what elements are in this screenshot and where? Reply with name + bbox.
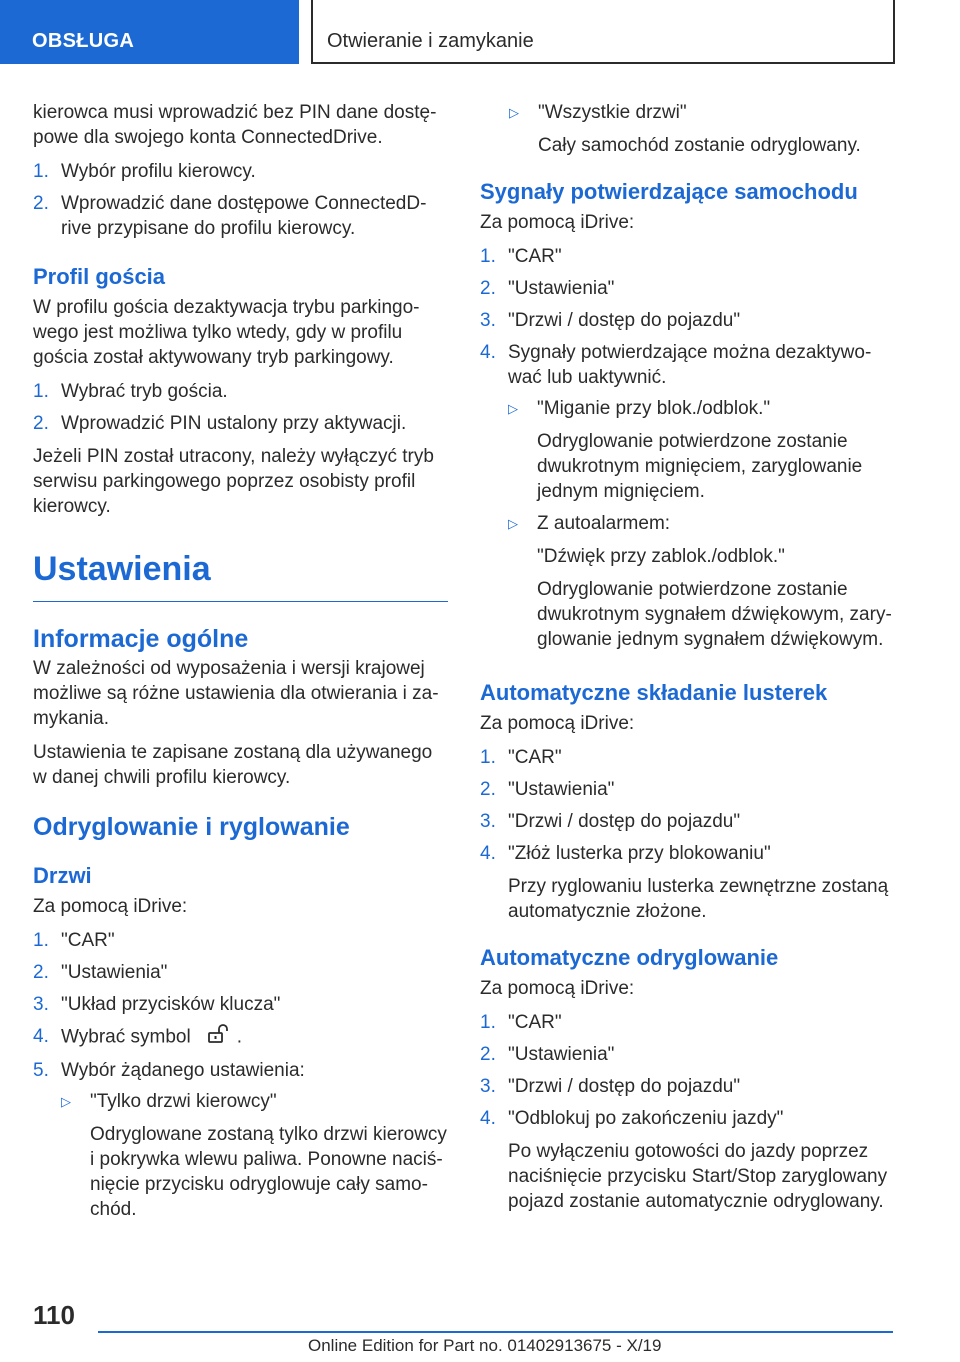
sub-list <box>61 1089 448 1222</box>
list-number: 2. <box>480 278 496 299</box>
guest-profile-heading: Profil gościa <box>33 264 166 289</box>
list-text: "CAR" <box>508 1012 562 1033</box>
list-text: Wybór profilu kierowcy. <box>61 161 256 182</box>
list-text: "Drzwi / dostęp do pojazdu" <box>508 310 741 331</box>
numbered-list <box>33 928 448 1229</box>
list-item <box>480 841 900 924</box>
triangle-bullet-icon: ▷ <box>508 401 518 416</box>
triangle-bullet-icon: ▷ <box>509 105 519 120</box>
list-item <box>33 960 448 985</box>
list-number: 3. <box>480 1076 496 1097</box>
sub-list-item <box>509 100 900 158</box>
list-item <box>480 308 900 333</box>
list-text: "Ustawienia" <box>508 278 615 299</box>
list-text: "Ustawienia" <box>61 962 168 983</box>
mirrors-intro: Za pomocą iDrive: <box>480 713 635 734</box>
list-text: "Drzwi / dostęp do pojazdu" <box>508 811 741 832</box>
list-suffix: . <box>236 1026 242 1048</box>
list-item <box>480 745 900 770</box>
sub-list-item <box>508 511 900 652</box>
doors-heading: Drzwi <box>33 863 92 888</box>
list-item <box>33 928 448 953</box>
list-text: "Ustawienia" <box>508 1044 615 1065</box>
list-text: Sygnały potwierdzające można dezaktywo-wać lub uaktywnić. <box>508 342 872 388</box>
list-item <box>480 1106 900 1214</box>
list-text: Wybór żądanego ustawienia: <box>61 1060 305 1081</box>
numbered-list <box>480 244 900 659</box>
auto-unlock-intro: Za pomocą iDrive: <box>480 978 635 999</box>
general-info-text: W zależności od wyposażenia i wersji krajowej możliwe są różne ustawienia dla otwierania i za-mykania. <box>33 658 439 729</box>
list-number: 1. <box>33 381 49 402</box>
list-item <box>480 1074 900 1099</box>
general-info-heading: Informacje ogólne <box>33 625 249 653</box>
list-text: Wprowadzić dane dostępowe ConnectedD-rive przypisane do profilu kierowcy. <box>61 193 427 239</box>
list-number: 2. <box>33 193 49 214</box>
mirrors-heading: Automatyczne składanie lusterek <box>480 680 828 705</box>
numbered-list <box>33 159 448 241</box>
list-text: "Drzwi / dostęp do pojazdu" <box>508 1076 741 1097</box>
sub-item-label: "Tylko drzwi kierowcy" <box>90 1091 277 1112</box>
footer-divider <box>98 1331 893 1333</box>
intro-text: kierowca musi wprowadzić bez PIN dane dostę-powe dla swojego konta ConnectedDrive. <box>33 102 437 148</box>
sub-item-description: "Dźwięk przy zablok./odblok." <box>537 546 785 567</box>
chapter-tab: Otwieranie i zamykanie <box>311 0 895 64</box>
sub-item-label: "Wszystkie drzwi" <box>538 102 687 123</box>
numbered-list <box>33 379 448 436</box>
list-item <box>480 777 900 802</box>
list-number: 3. <box>480 811 496 832</box>
list-number: 4. <box>480 843 496 864</box>
unlock-lock-heading: Odryglowanie i ryglowanie <box>33 813 350 841</box>
triangle-bullet-icon: ▷ <box>61 1094 71 1109</box>
list-item <box>480 809 900 834</box>
list-item <box>480 1010 900 1035</box>
signals-heading: Sygnały potwierdzające samochodu <box>480 179 858 204</box>
auto-unlock-heading: Automatyczne odryglowanie <box>480 945 779 970</box>
list-item <box>480 244 900 269</box>
list-text: "Układ przycisków klucza" <box>61 994 281 1015</box>
unlock-padlock-icon <box>207 1024 229 1051</box>
list-number: 2. <box>33 962 49 983</box>
settings-title: Ustawienia <box>33 549 448 602</box>
list-number: 2. <box>480 1044 496 1065</box>
numbered-list <box>480 745 900 924</box>
right-column <box>480 100 900 1222</box>
page-number: 110 <box>33 1300 75 1330</box>
guest-profile-text: W profilu gościa dezaktywacja trybu parkingo-wego jest możliwa tylko wtedy, gdy w profilu gościa został aktywowany tryb parkingowy. <box>33 297 420 368</box>
section-tab: OBSŁUGA <box>0 0 299 64</box>
list-number: 2. <box>33 413 49 434</box>
sub-item-description-2: Odryglowanie potwierdzone zostanie dwukrotnym sygnałem dźwiękowym, zary-glowanie jednym sygnałem dźwiękowym. <box>537 579 892 650</box>
list-number: 2. <box>480 779 496 800</box>
list-text: Wybrać tryb gościa. <box>61 381 228 402</box>
sub-item-label: Z autoalarmem: <box>537 513 671 534</box>
list-item <box>33 379 448 404</box>
list-item <box>480 1042 900 1067</box>
lost-pin-text: Jeżeli PIN został utracony, należy wyłączyć tryb serwisu parkingowego poprzez osobisty profil kierowcy. <box>33 446 434 517</box>
signals-intro: Za pomocą iDrive: <box>480 212 635 233</box>
sub-item-description: Cały samochód zostanie odryglowany. <box>538 135 861 156</box>
numbered-list <box>480 1010 900 1214</box>
list-text: "Odblokuj po zakończeniu jazdy" <box>508 1108 784 1129</box>
list-text: Wybrać symbol <box>61 1026 191 1048</box>
list-number: 4. <box>480 342 496 363</box>
list-item <box>33 411 448 436</box>
page-header <box>0 0 960 66</box>
list-number: 1. <box>33 161 49 182</box>
left-column <box>33 100 448 1237</box>
list-number: 1. <box>480 246 496 267</box>
sub-item-description: Odryglowanie potwierdzone zostanie dwukrotnym mignięciem, zaryglowanie jednym mignięciem. <box>537 431 863 502</box>
list-number: 4. <box>33 1026 49 1047</box>
sub-list-item <box>508 396 900 504</box>
list-item <box>33 992 448 1017</box>
list-item-description: Po wyłączeniu gotowości do jazdy poprzez naciśnięcie przycisku Start/Stop zaryglowany pojazd zostanie automatycznie odryglowany. <box>508 1141 888 1212</box>
list-number: 1. <box>480 1012 496 1033</box>
list-number: 3. <box>480 310 496 331</box>
list-number: 5. <box>33 1060 49 1081</box>
triangle-bullet-icon: ▷ <box>508 516 518 531</box>
sub-list-item <box>61 1089 448 1222</box>
list-text: "Ustawienia" <box>508 779 615 800</box>
list-item <box>33 1024 448 1051</box>
list-number: 4. <box>480 1108 496 1129</box>
list-item <box>33 159 448 184</box>
list-text: "CAR" <box>508 246 562 267</box>
list-item-description: Przy ryglowaniu lusterka zewnętrzne zostaną automatycznie złożone. <box>508 876 889 922</box>
sub-item-description: Odryglowane zostaną tylko drzwi kierowcy i pokrywka wlewu paliwa. Ponowne naciś-nięcie przycisku odryglowuje cały samo-chód. <box>90 1124 447 1220</box>
list-number: 3. <box>33 994 49 1015</box>
sub-item-label: "Miganie przy blok./odblok." <box>537 398 771 419</box>
list-item <box>33 191 448 241</box>
list-item <box>480 276 900 301</box>
general-info-text-2: Ustawienia te zapisane zostaną dla używanego w danej chwili profilu kierowcy. <box>33 742 433 788</box>
list-text: Wprowadzić PIN ustalony przy aktywacji. <box>61 413 407 434</box>
list-item <box>33 1058 448 1229</box>
list-text: "CAR" <box>508 747 562 768</box>
list-number: 1. <box>33 930 49 951</box>
list-text: "Złóż lusterka przy blokowaniu" <box>508 843 771 864</box>
list-item <box>480 340 900 659</box>
sub-list <box>508 396 900 652</box>
doors-intro: Za pomocą iDrive: <box>33 896 188 917</box>
edition-text: Online Edition for Part no. 01402913675 - X/19 <box>308 1336 662 1355</box>
list-text: "CAR" <box>61 930 115 951</box>
list-number: 1. <box>480 747 496 768</box>
